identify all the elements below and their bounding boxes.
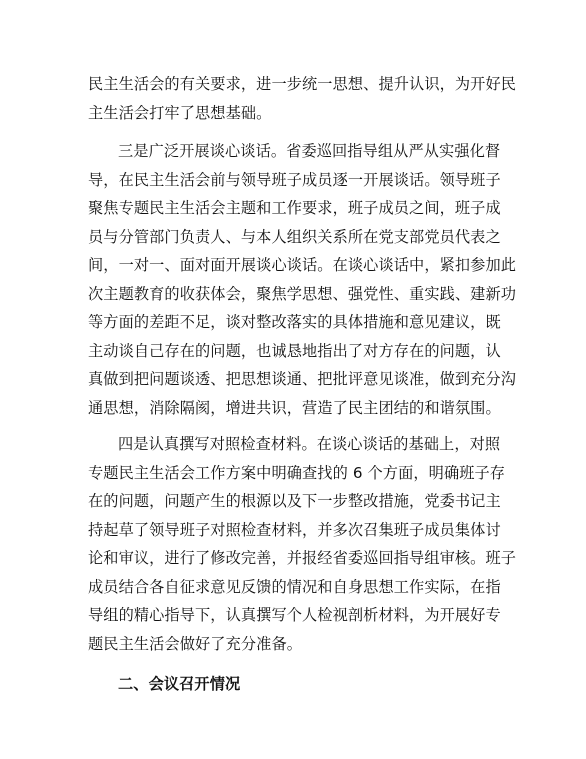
text-line: 真做到把问题谈透、把思想谈通、把批评意见谈准，做到充分沟 bbox=[88, 370, 517, 388]
paragraph-heart-to-heart-talks bbox=[88, 137, 517, 422]
text-line: 论和审议，进行了修改完善，并报经省委巡回指导组审核。班子 bbox=[88, 549, 517, 567]
text-line: 成员结合各自征求意见反馈的情况和自身思想工作实际，在指 bbox=[88, 577, 501, 596]
text-line: 主动谈自己存在的问题，也诚恳地指出了对方存在的问题，认 bbox=[88, 341, 501, 360]
text-line: 导组的精心指导下，认真撰写个人检视剖析材料，为开展好专 bbox=[88, 606, 501, 624]
text-line: 题民主生活会做好了充分准备。 bbox=[88, 634, 303, 653]
text-line: 通思想，消除隔阂，增进共识，营造了民主团结的和谐氛围。 bbox=[88, 398, 501, 417]
text-line: 导，在民主生活会前与领导班子成员逐一开展谈话。领导班子 bbox=[88, 170, 501, 189]
paragraph-continuation bbox=[88, 70, 517, 127]
section-heading: 二、会议召开情况 bbox=[118, 675, 241, 693]
paragraph-review-materials bbox=[88, 430, 517, 658]
text-line: 间，一对一、面对面开展谈心谈话。在谈心谈话中，紧扣参加此 bbox=[88, 256, 517, 274]
text-line: 员与分管部门负责人、与本人组织关系所在党支部党员代表之 bbox=[88, 227, 501, 246]
text-line: 在的问题，问题产生的根源以及下一步整改措施，党委书记主 bbox=[88, 492, 501, 510]
text-line: 等方面的差距不足，谈对整改落实的具体措施和意见建议，既 bbox=[88, 313, 501, 331]
text-line: 主生活会打牢了思想基础。 bbox=[88, 103, 272, 122]
text-line: 民主生活会的有关要求，进一步统一思想、提升认识，为开好民 bbox=[88, 75, 517, 93]
text-line: 次主题教育的收获体会，聚焦学思想、强党性、重实践、建新功 bbox=[88, 284, 517, 303]
body-text bbox=[88, 70, 517, 699]
text-line: 专题民主生活会工作方案中明确查找的 6 个方面，明确班子存 bbox=[88, 463, 506, 482]
text-line: 四是认真撰写对照检查材料。在谈心谈话的基础上，对照 bbox=[118, 435, 501, 453]
text-line: 三是广泛开展谈心谈话。省委巡回指导组从严从实强化督 bbox=[118, 142, 501, 160]
text-line: 聚焦专题民主生活会主题和工作要求，班子成员之间，班子成 bbox=[88, 199, 501, 217]
text-line: 持起草了领导班子对照检查材料，并多次召集班子成员集体讨 bbox=[88, 520, 501, 539]
